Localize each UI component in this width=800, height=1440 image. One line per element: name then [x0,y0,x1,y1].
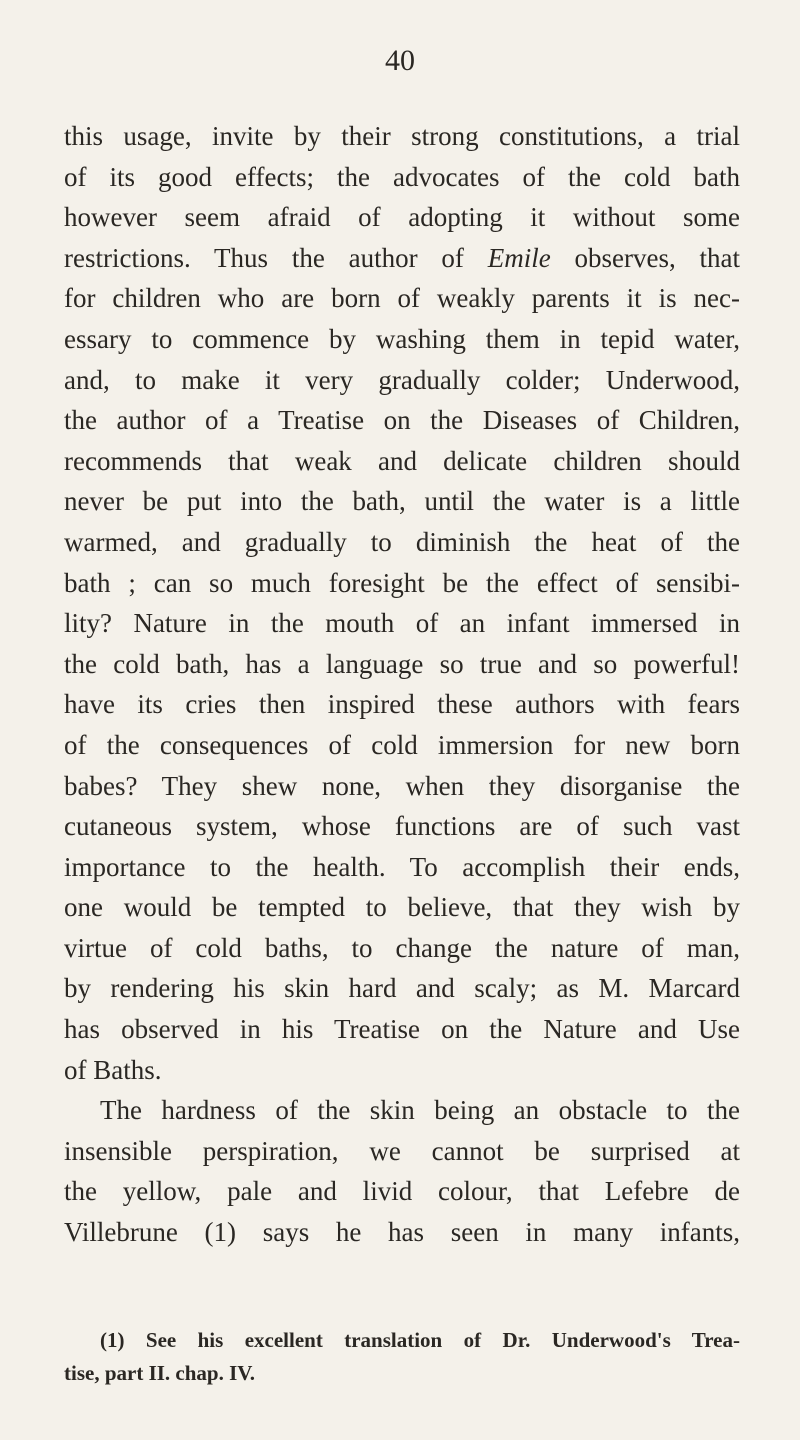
text-line: of its good effects; the advocates of the cold bath [64,161,740,192]
text-line: bath ; can so much foresight be the effect of sensibi- [64,567,740,598]
text-line: lity? Nature in the mouth of an infant immersed in [64,608,740,639]
text-line: importance to the health. To accomplish their ends, [64,851,740,882]
footnote-line: tise, part II. chap. IV. [64,1361,255,1385]
text-line: the cold bath, has a language so true and so powerful! [64,648,740,679]
text-line: babes? They shew none, when they disorganise the [64,770,740,801]
footnote-line: (1) See his excellent translation of Dr. Underwood's Trea- [100,1328,740,1352]
footnote [64,1324,740,1390]
text-line: never be put into the bath, until the water is a little [64,486,740,517]
text-line: the author of a Treatise on the Diseases of Children, [64,405,740,436]
text-line: restrictions. Thus the author of Emile observes, that [64,242,741,273]
text-line: this usage, invite by their strong constitutions, a trial [64,121,740,151]
page-number: 40 [385,44,415,77]
text-line: recommends that weak and delicate children should [64,445,740,476]
text-line: Villebrune (1) says he has seen in many infants, [64,1217,740,1248]
text-line-paragraph-start: The hardness of the skin being an obstacle to the [100,1095,740,1126]
text-line: essary to commence by washing them in tepid water, [64,323,740,354]
text-line: however seem afraid of adopting it without some [64,202,740,233]
text-line: of Baths. [64,1054,162,1085]
text-line: by rendering his skin hard and scaly; as M. Marcard [64,973,740,1004]
text-line: for children who are born of weakly parents it is nec- [64,283,740,314]
text-line: have its cries then inspired these authors with fears [64,689,740,720]
text-line: one would be tempted to believe, that they wish by [64,892,740,923]
text-line: cutaneous system, whose functions are of such vast [64,811,740,842]
text-line: insensible perspiration, we cannot be surprised at [64,1135,740,1166]
book-title-emile: Emile [487,242,551,273]
body-text [64,116,740,1253]
text-line: has observed in his Treatise on the Nature and Use [64,1014,740,1045]
text-line: warmed, and gradually to diminish the heat of the [64,526,740,557]
text-line: virtue of cold baths, to change the nature of man, [64,932,740,963]
text-line: the yellow, pale and livid colour, that Lefebre de [64,1176,740,1207]
text-line: and, to make it very gradually colder; Underwood, [64,364,740,395]
text-line: of the consequences of cold immersion for new born [64,729,740,760]
